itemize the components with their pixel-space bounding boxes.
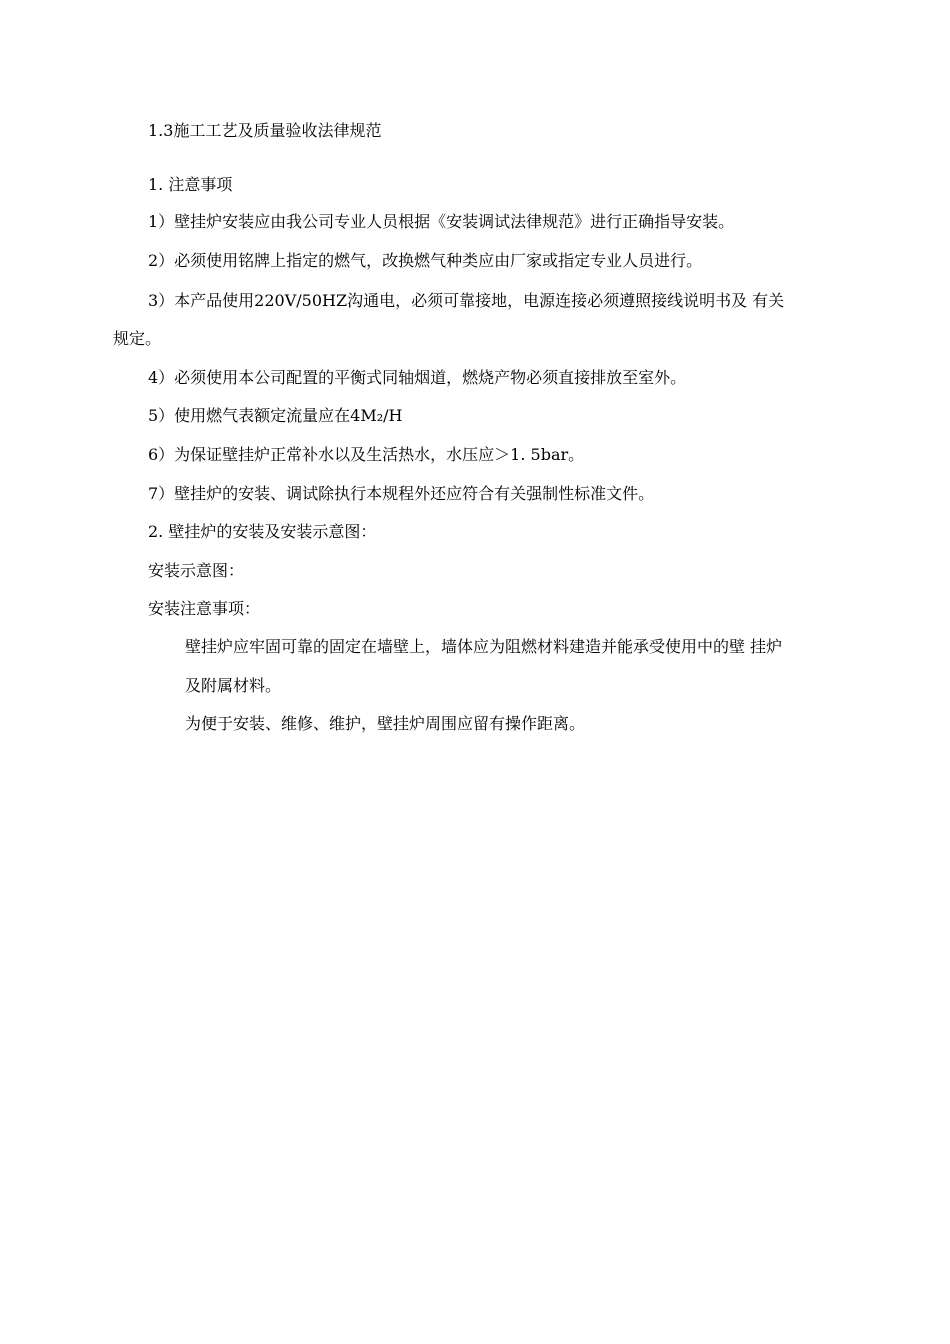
list-item: 4）必须使用本公司配置的平衡式同轴烟道，燃烧产物必须直接排放至室外。: [148, 368, 687, 387]
list-item: 3）本产品使用220V/50HZ沟通电，必须可靠接地，电源连接必须遵照接线说明书及 有关: [148, 291, 785, 310]
section-title: 1.3施工工艺及质量验收法律规范: [148, 121, 382, 140]
heading-notes: 1. 注意事项: [148, 175, 233, 194]
list-item: 2）必须使用铭牌上指定的燃气，改换燃气种类应由厂家或指定专业人员进行。: [148, 251, 703, 270]
list-item: 7）壁挂炉的安装、调试除执行本规程外还应符合有关强制性标准文件。: [148, 484, 655, 503]
list-item-continuation: 规定。: [113, 329, 162, 348]
list-item: 6）为保证壁挂炉正常补水以及生活热水，水压应＞1. 5bar。: [148, 445, 585, 464]
note-line: 为便于安装、维修、维护，壁挂炉周围应留有操作距离。: [185, 714, 586, 733]
heading-installation: 2. 壁挂炉的安装及安装示意图：: [148, 522, 377, 541]
diagram-label: 安装示意图：: [148, 561, 245, 580]
note-line: 壁挂炉应牢固可靠的固定在墙壁上，墙体应为阻燃材料建造并能承受使用中的壁 挂炉: [185, 637, 783, 656]
list-item: 5）使用燃气表额定流量应在4M₂/H: [148, 406, 403, 425]
note-line-continuation: 及附属材料。: [185, 676, 282, 695]
list-item: 1）壁挂炉安装应由我公司专业人员根据《安装调试法律规范》进行正确指导安装。: [148, 212, 735, 231]
notes-label: 安装注意事项：: [148, 599, 261, 618]
